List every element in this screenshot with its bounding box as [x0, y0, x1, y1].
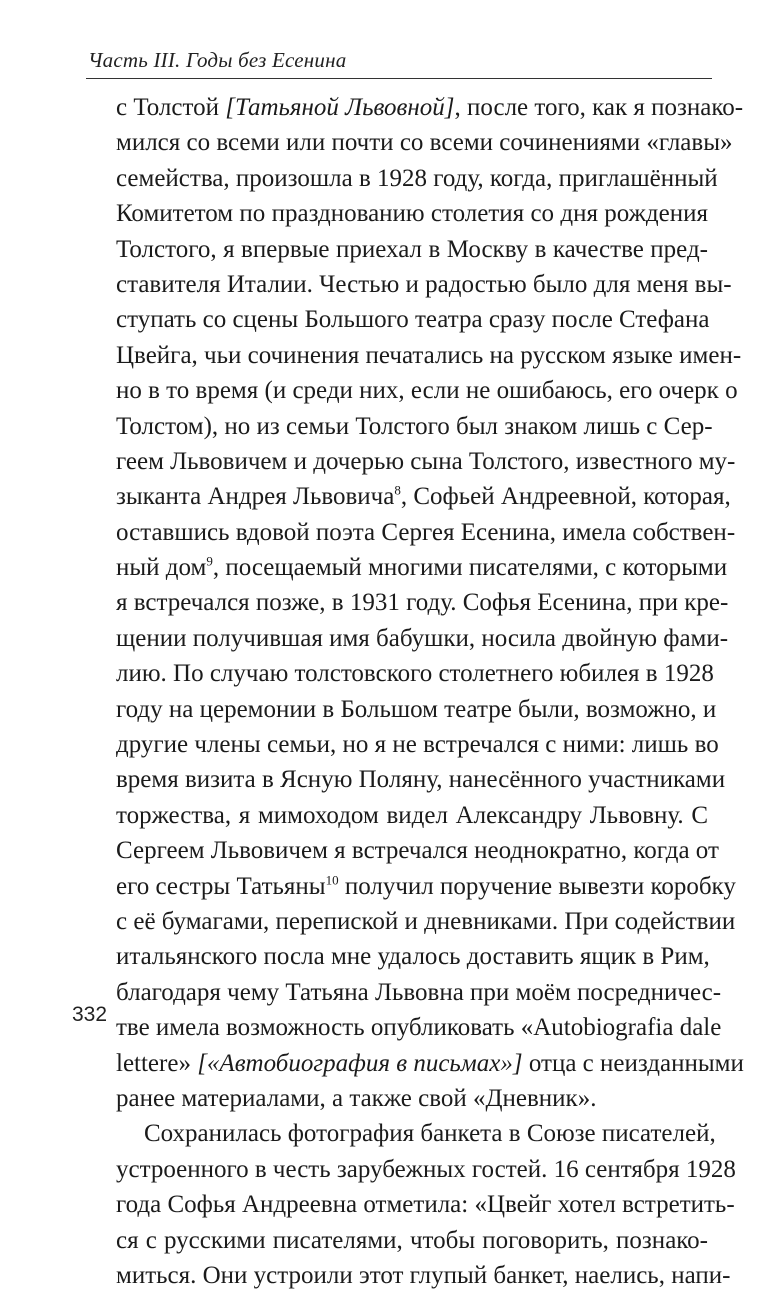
text-line: зыканта Андрея Львовича$^8$, Софьей Андреевной, которая,: [116, 482, 731, 511]
text-line: время визита в Ясную Поляну, нанесённого участниками: [116, 766, 726, 794]
text-line: lettere» [«Автобиография в письмах»] отца с неизданными: [116, 1049, 744, 1077]
text-line: ся с русскими писателями, чтобы поговорить, познако-: [116, 1226, 708, 1254]
text-line: другие члены семьи, но я не встречался с ними: лишь во: [116, 731, 719, 759]
text-line: геем Львовичем и дочерью сына Толстого, известного му-: [116, 447, 736, 475]
text-line: оставшись вдовой поэта Сергея Есенина, имела собствен-: [116, 518, 736, 546]
text-line: года Софья Андреевна отметила: «Цвейг хотел встретить-: [116, 1191, 735, 1219]
text-line: но в то время (и среди них, если не ошибаюсь, его очерк о: [116, 377, 738, 405]
text-line: благодаря чему Татьяна Львовна при моём посредничес-: [116, 978, 722, 1006]
footnote-marker[interactable]: 9: [206, 553, 213, 569]
text-line: тве имела возможность опубликовать «Autobiografia dale: [116, 1014, 722, 1042]
text-line: ступать со сцены Большого театра сразу после Стефана: [116, 306, 710, 334]
editorial-insert: [Татьяной Львовной]: [225, 94, 455, 121]
header-rule: [86, 78, 712, 79]
text-line: щении получившая имя бабушки, носила двойную фами-: [116, 624, 729, 652]
text-line: году на церемонии в Большом театре были, возможно, и: [116, 695, 717, 723]
text-line: с её бумагами, перепиской и дневниками. При содействии: [116, 907, 736, 935]
footnote-marker[interactable]: 10: [325, 872, 339, 888]
running-head: Часть III. Годы без Есенина: [88, 48, 347, 72]
text-line: устроенного в честь зарубежных гостей. 16 сентября 1928: [116, 1155, 736, 1183]
page-number: 332: [72, 1003, 108, 1026]
text-line: я встречался позже, в 1931 году. Софья Есенина, при кре-: [116, 589, 729, 617]
body-text: [116, 90, 744, 1293]
text-line: миться. Они устроили этот глупый банкет, наелись, напи-: [116, 1261, 731, 1289]
text-line: семейства, произошла в 1928 году, когда, приглашённый: [116, 164, 718, 192]
text-line: с Толстой [Татьяной Львовной], после того, как я познако-: [116, 94, 744, 121]
text-line: ранее материалами, а также свой «Дневник».: [116, 1084, 597, 1112]
text-line: торжества, я мимоходом видел Александру Львовну. С: [116, 801, 708, 829]
text-line: Комитетом по празднованию столетия со дня рождения: [116, 200, 708, 228]
text-line: Толстом), но из семьи Толстого был знаком лишь с Сер-: [116, 412, 713, 440]
text-line: Цвейга, чьи сочинения печатались на русском языке имен-: [116, 341, 742, 369]
text-line: итальянского посла мне удалось доставить ящик в Рим,: [116, 943, 710, 971]
text-line: его сестры Татьяны$^{10}$ получил поручение вывезти коробку: [116, 872, 736, 900]
text-line: Толстого, я впервые приехал в Москву в качестве пред-: [116, 235, 708, 263]
text-line: лию. По случаю толстовского столетнего юбилея в 1928: [116, 660, 714, 688]
editorial-insert: [«Автобиография в письмах»]: [197, 1049, 523, 1077]
paragraph-first-line: Сохранилась фотография банкета в Союзе писателей,: [144, 1120, 716, 1148]
text-line: Сергеем Львовичем я встречался неоднократно, когда от: [116, 837, 719, 865]
text-line: ставителя Италии. Честью и радостью было для меня вы-: [116, 270, 732, 298]
footnote-marker[interactable]: 8: [394, 482, 401, 498]
text-line: мился со всеми или почти со всеми сочинениями «главы»: [116, 129, 733, 157]
text-line: ный дом$^9$, посещаемый многими писателями, с которыми: [116, 553, 728, 582]
